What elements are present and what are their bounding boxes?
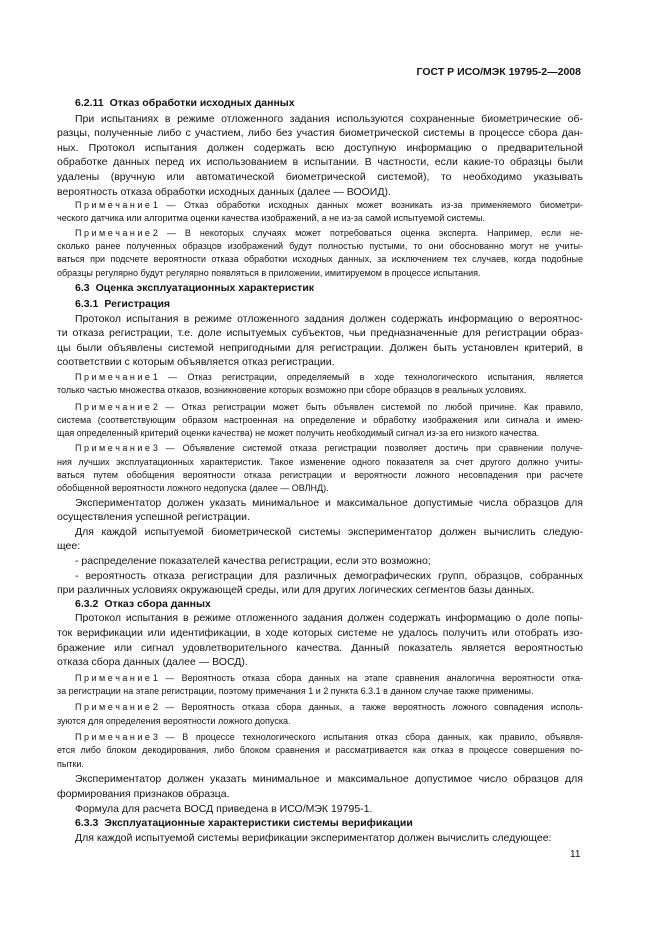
paragraph-line: отказа сбора данных (далее — ВОСД). (57, 656, 248, 669)
note-text: 1 — Отказ обработки исходных данных может возникать из-за применяемого биометри- (152, 200, 583, 211)
paragraph-line: цы были объявлены системой непригодными для регистрации. Должен быть установлен критерий, в (57, 341, 583, 354)
paragraph-line: формирования признаков образца. (57, 787, 230, 800)
standard-designation: ГОСТ Р ИСО/МЭК 19795-2—2008 (416, 66, 581, 78)
note-line: ваться путем обобщения вероятности отказа регистрации и вероятности ложного несовпадения при расчете (57, 470, 583, 481)
section-heading-6-3-1 (57, 297, 583, 312)
note-line: образцы регулярно будут регулярно появляться в приложении, имитируемом в процессе испытания. (57, 267, 481, 278)
note-line: только частью множества отказов, возникновение которых возможно при сборе образцов в реальных условиях. (57, 384, 527, 395)
section-title: Оценка эксплуатационных характеристик (95, 282, 315, 295)
note (57, 701, 583, 728)
note-line: щая определенный критерий оценки качества) не может получить необходимый сигнал из-за его низкого качества. (57, 428, 540, 439)
note-text: 2 — Отказ регистрации может быть объявлен системой по любой причине. Как правило, (152, 401, 583, 412)
section-number: 6.3 (75, 282, 90, 295)
section-heading-6-3-3 (57, 816, 583, 831)
note-text: 3 — В процессе технологического испытания отказ сбора данных, как правило, объявля- (152, 731, 583, 742)
paragraph (57, 525, 583, 554)
note-line (57, 672, 583, 685)
paragraph-line: При испытаниях в режиме отложенного задания используются сохраненные биометрические об- (75, 112, 583, 125)
section-title: Регистрация (104, 297, 171, 310)
paragraph-line: Экспериментатор должен указать минимальное и максимальное допустимое число образцов для (75, 773, 583, 786)
section-number: 6.3.1 (75, 297, 99, 310)
paragraph-line: Протокол испытания в режиме отложенного задания должен содержать информацию о вероятнос- (75, 312, 583, 325)
note-line: ется либо блоком декодирования, либо блоком сравнения и рассматривается как отказ в процессе совершения по- (57, 745, 583, 756)
note-text: 1 — Отказ регистрации, определяемый в ходе технологического испытания, является (152, 371, 583, 382)
paragraph-line: осуществления успешной регистрации. (57, 511, 250, 524)
note-line (57, 199, 583, 212)
paragraph-line: щее: (57, 540, 81, 553)
paragraph-line: Протокол испытания в режиме отложенного задания должен содержать информацию о доле попы- (75, 612, 583, 625)
note (57, 442, 583, 495)
paragraph (57, 312, 583, 370)
note-line: пытки. (57, 758, 84, 769)
list-item-line: - распределение показателей качества регистрации, если это возможно; (75, 555, 431, 568)
note-text: 3 — Объявление системой отказа регистрации позволяет достичь при сравнении получе- (152, 443, 583, 454)
section-heading-6-3 (57, 281, 583, 296)
note-label: П р и м е ч а н и е (75, 401, 150, 412)
note-line (57, 701, 583, 714)
paragraph-line: Экспериментатор должен указать минимальное и максимальное допустимые числа образцов для (75, 496, 583, 509)
note-line: ния лучших эксплуатационных характеристик. Такое изменение одного показателя за счет другого должно учиты- (57, 456, 583, 467)
paragraph (57, 802, 583, 817)
note (57, 199, 583, 226)
paragraph-line: Формула для расчета ВОСД приведена в ИСО/МЭК 19795-1. (75, 802, 373, 815)
list-item (57, 569, 583, 598)
note-line: обобщенной вероятности ложного недопуска (далее — ОВЛНД). (57, 483, 329, 494)
note (57, 672, 583, 699)
note-line: за регистрации на этапе регистрации, поэтому примечания 1 и 2 пункта 6.3.1 в данном случае также применимы. (57, 686, 534, 697)
paragraph-line: ток верификации или идентификации, в ходе которых системе не удалось получить или отобрать изо- (57, 627, 583, 640)
note (57, 371, 583, 398)
paragraph-line: Для каждой испытуемой биометрической системы экспериментатор должен вычислить следую- (75, 525, 583, 538)
note-line (57, 227, 583, 240)
note-label: П р и м е ч а н и е (75, 200, 150, 211)
section-number: 6.3.3 (75, 817, 99, 830)
note-line (57, 442, 583, 455)
list-item-line: - вероятность отказа регистрации для различных демографических групп, образцов, собранных (75, 569, 583, 582)
note-label: П р и м е ч а н и е (75, 731, 150, 742)
note-line: ческого датчика или алгоритма оценки качества изображений, а не из-за самой испытуемой системы. (57, 213, 486, 224)
note (57, 401, 583, 441)
note-label: П р и м е ч а н и е (75, 702, 150, 713)
paragraph-line: вероятность отказа обработки исходных данных (далее — ВООИД). (57, 185, 391, 198)
paragraph (57, 112, 583, 200)
section-heading-6-3-2 (57, 597, 583, 612)
paragraph-line: ных. Протокол испытания должен содержать всю доступную информацию о предварительной (57, 141, 583, 154)
paragraph-line: разцы, полученные либо с участием, либо без участия биометрической системы в процессе сбора дан- (57, 127, 583, 140)
paragraph-line: бражение или сигнал удовлетворительного качества. Данный показатель является вероятностью (57, 641, 583, 654)
note-label: П р и м е ч а н и е (75, 443, 150, 454)
paragraph (57, 772, 583, 801)
section-title: Эксплуатационные характеристики системы верификации (104, 817, 413, 830)
note-line: система (соответствующим образом настроенная на определение и обработку изображения или сигнала и имею- (57, 414, 583, 425)
note-line: ваться при подсчете вероятности отказа обработки исходных данных, за исключением тех случаев, когда подобные (57, 254, 583, 265)
section-heading-6-2-11 (57, 96, 583, 111)
paragraph (57, 831, 583, 846)
page-number: 11 (570, 849, 581, 860)
note-label: П р и м е ч а н и е (75, 371, 150, 382)
note-line (57, 731, 583, 744)
list-item (57, 554, 583, 569)
page-content (57, 96, 583, 845)
paragraph (57, 496, 583, 525)
section-title: Отказ обработки исходных данных (109, 97, 295, 109)
section-number: 6.2.11 (75, 97, 104, 109)
paragraph-line: Для каждой испытуемой системы верификации экспериментатор должен вычислить следующее: (75, 831, 552, 844)
note-text: 2 — Вероятность отказа сбора данных, а также вероятность ложного совпадения исполь- (152, 702, 583, 713)
paragraph (57, 611, 583, 669)
paragraph-line: соответствии с которым объявляется отказ регистрации. (57, 356, 335, 369)
section-title: Отказ сбора данных (104, 597, 211, 610)
paragraph-line: обработке данных перед их использованием в испытании. В частности, если какие-то образцы были (57, 156, 583, 169)
note-text: 2 — В некоторых случаях может потребоваться оценка эксперта. Например, если не- (152, 227, 583, 238)
section-number: 6.3.2 (75, 597, 99, 610)
note-line: зуются для определения вероятности ложного допуска. (57, 715, 291, 726)
note (57, 227, 583, 280)
note-line (57, 401, 583, 414)
list-item-line: при различных условиях окружающей среды, или для других логических сегментов базы данных. (57, 584, 535, 597)
note-text: 1 — Вероятность отказа сбора данных на этапе сравнения аналогична вероятности отка- (152, 672, 583, 683)
note-label: П р и м е ч а н и е (75, 227, 150, 238)
note-label: П р и м е ч а н и е (75, 672, 150, 683)
paragraph-line: ти отказа регистрации, т.е. доле испытуемых субъектов, чьи предназначенные для регистрации образ- (57, 327, 583, 340)
note-line: сколько ранее полученных образцов изображений будут полностью пустыми, то они обоснованно могут не учиты- (57, 241, 583, 252)
note-line (57, 371, 583, 384)
note (57, 731, 583, 771)
paragraph-line: удалены (вручную или автоматической биометрической системой), то необходимо указывать (57, 170, 583, 183)
